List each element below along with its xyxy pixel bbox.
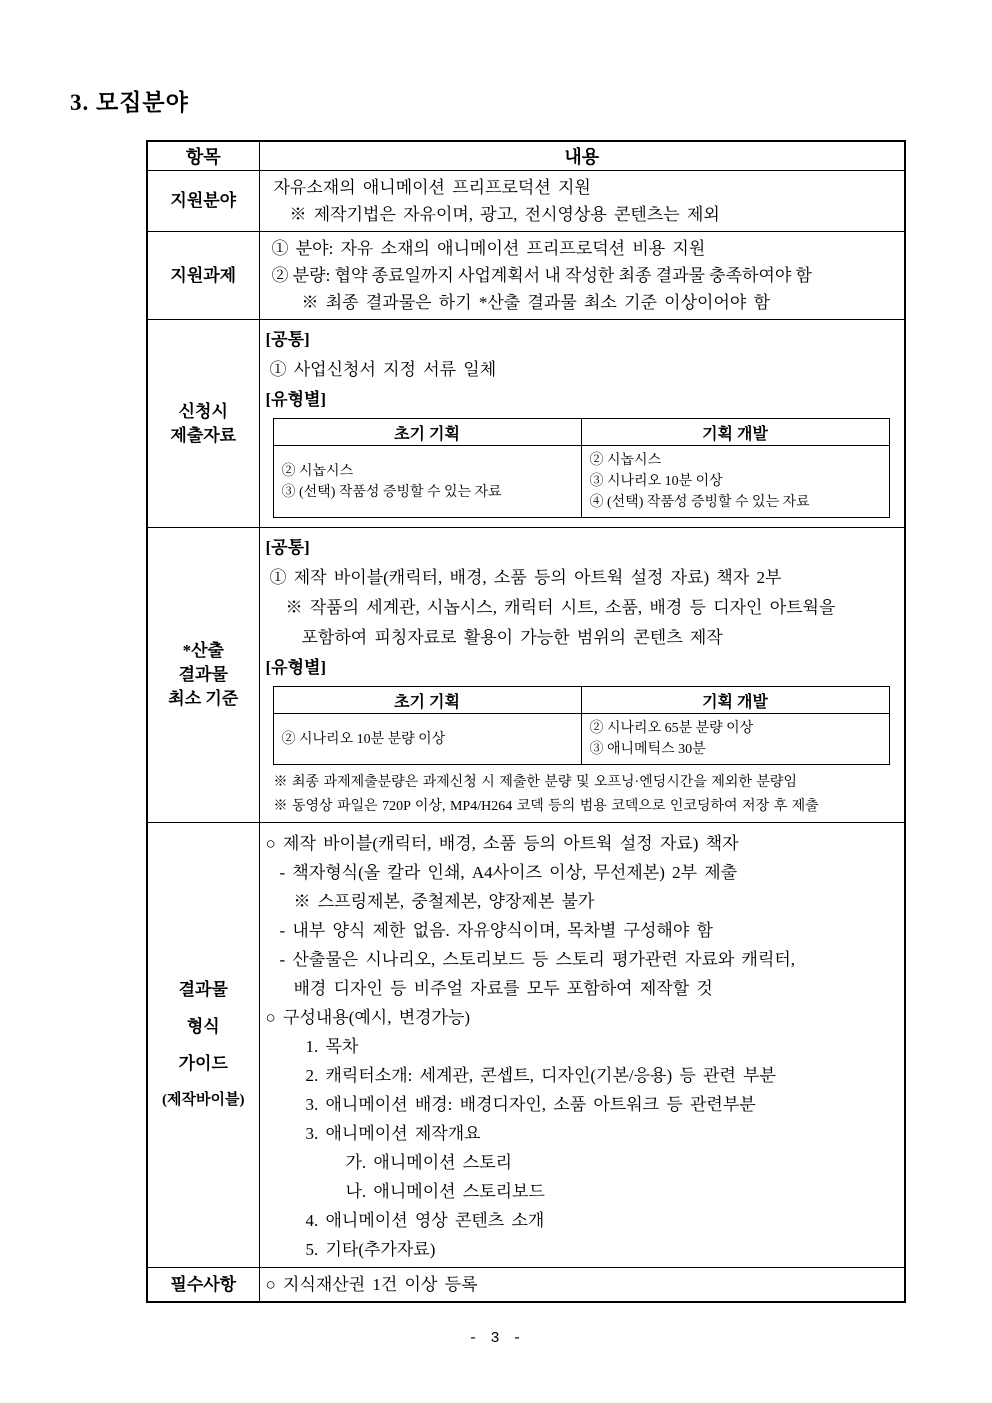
- text-line: 5. 기타(추가자료): [305, 1240, 436, 1259]
- section-label-common: [공통]: [265, 330, 310, 349]
- row-content: [259, 171, 905, 232]
- row-submission-docs: [147, 320, 905, 528]
- row-label: *산출 결과물 최소 기준: [147, 528, 259, 823]
- text-line: ○ 제작 바이블(캐릭터, 배경, 소품 등의 아트웍 설정 자료) 책자: [265, 834, 739, 853]
- row-label: 지원과제: [147, 232, 259, 320]
- row-content: [259, 320, 905, 528]
- text-line: 나. 애니메이션 스토리보드: [345, 1182, 545, 1201]
- footnote-line: ※ 동영상 파일은 720P 이상, MP4/H264 코덱 등의 범용 코덱으로 인코딩하여 저장 후 제출: [273, 799, 819, 814]
- row-content: [259, 232, 905, 320]
- row-label: 결과물 형식 가이드 (제작바이블): [147, 823, 259, 1268]
- section-label-by-type: [유형별]: [265, 390, 327, 409]
- inner-col-header-initial: 초기 기획: [273, 687, 581, 714]
- text-line: ※ 제작기법은 자유이며, 광고, 전시영상용 콘텐츠는 제외: [289, 205, 720, 224]
- text-line: 1. 목차: [305, 1037, 359, 1056]
- row-format-guide: [147, 823, 905, 1268]
- page-number: - 3 -: [468, 1330, 524, 1347]
- inner-cell-initial: ② 시놉시스 ③ (선택) 작품성 증빙할 수 있는 자료: [273, 446, 581, 518]
- text-line: 가. 애니메이션 스토리: [345, 1153, 513, 1172]
- text-line: ※ 작품의 세계관, 시놉시스, 캐릭터 시트, 소품, 배경 등 디자인 아트웍을: [285, 598, 836, 617]
- inner-table-submission: [273, 418, 890, 518]
- text-line: ※ 스프링제본, 중철제본, 양장제본 불가: [293, 892, 595, 911]
- text-line: 3. 애니메이션 배경: 배경디자인, 소품 아트워크 등 관련부분: [305, 1095, 756, 1114]
- text-line: - 책자형식(올 칼라 인쇄, A4사이즈 이상, 무선제본) 2부 제출: [279, 863, 738, 882]
- text-line: ① 분야: 자유 소재의 애니메이션 프리프로덕션 비용 지원: [271, 239, 706, 258]
- inner-cell-development: ② 시나리오 65분 분량 이상 ③ 애니메틱스 30분: [581, 714, 889, 765]
- row-content: [259, 528, 905, 823]
- inner-table-output: [273, 686, 890, 765]
- inner-col-header-development: 기획 개발: [581, 687, 889, 714]
- row-content: [259, 823, 905, 1268]
- text-line: - 산출물은 시나리오, 스토리보드 등 스토리 평가관련 자료와 캐릭터,: [279, 950, 796, 969]
- page-title: 3. 모집분야: [70, 90, 189, 115]
- text-line: ① 사업신청서 지정 서류 일체: [269, 360, 497, 379]
- row-output-minimum: [147, 528, 905, 823]
- row-label: 필수사항: [147, 1268, 259, 1303]
- row-required: [147, 1268, 905, 1303]
- text-line: 2. 캐릭터소개: 세계관, 콘셉트, 디자인(기본/응용) 등 관련 부분: [305, 1066, 776, 1085]
- section-label-by-type: [유형별]: [265, 658, 327, 677]
- text-line: ① 제작 바이블(캐릭터, 배경, 소품 등의 아트웍 설정 자료) 책자 2부: [269, 568, 782, 587]
- text-line: ○ 구성내용(예시, 변경가능): [265, 1008, 471, 1027]
- text-line: 배경 디자인 등 비주얼 자료를 모두 포함하여 제작할 것: [293, 979, 713, 998]
- column-header-content: 내용: [259, 141, 905, 171]
- row-support-field: [147, 171, 905, 232]
- text-line: 포함하여 피칭자료로 활용이 가능한 범위의 콘텐츠 제작: [301, 628, 723, 647]
- text-line: - 내부 양식 제한 없음. 자유양식이며, 목차별 구성해야 함: [279, 921, 713, 940]
- row-label: 신청시 제출자료: [147, 320, 259, 528]
- table-header-row: [147, 141, 905, 171]
- inner-cell-development: ② 시놉시스 ③ 시나리오 10분 이상 ④ (선택) 작품성 증빙할 수 있는 자료: [581, 446, 889, 518]
- row-content: [259, 1268, 905, 1303]
- row-support-task: [147, 232, 905, 320]
- text-line: 3. 애니메이션 제작개요: [305, 1124, 481, 1143]
- inner-col-header-development: 기획 개발: [581, 419, 889, 446]
- text-line: ○ 지식재산권 1건 이상 등록: [265, 1275, 478, 1294]
- row-label: 지원분야: [147, 171, 259, 232]
- text-line: 자유소재의 애니메이션 프리프로덕션 지원: [273, 178, 591, 197]
- text-line: 4. 애니메이션 영상 콘텐츠 소개: [305, 1211, 545, 1230]
- inner-cell-initial: ② 시나리오 10분 분량 이상: [273, 714, 581, 765]
- column-header-item: 항목: [147, 141, 259, 171]
- text-line: ② 분량: 협약 종료일까지 사업계획서 내 작성한 최종 결과물 충족하여야 함: [271, 266, 812, 285]
- text-line: ※ 최종 결과물은 하기 *산출 결과물 최소 기준 이상이어야 함: [301, 293, 770, 312]
- inner-col-header-initial: 초기 기획: [273, 419, 581, 446]
- main-table: [146, 140, 906, 1303]
- footnote-line: ※ 최종 과제제출분량은 과제신청 시 제출한 분량 및 오프닝·엔딩시간을 제외한 분량임: [273, 775, 797, 790]
- section-label-common: [공통]: [265, 538, 310, 557]
